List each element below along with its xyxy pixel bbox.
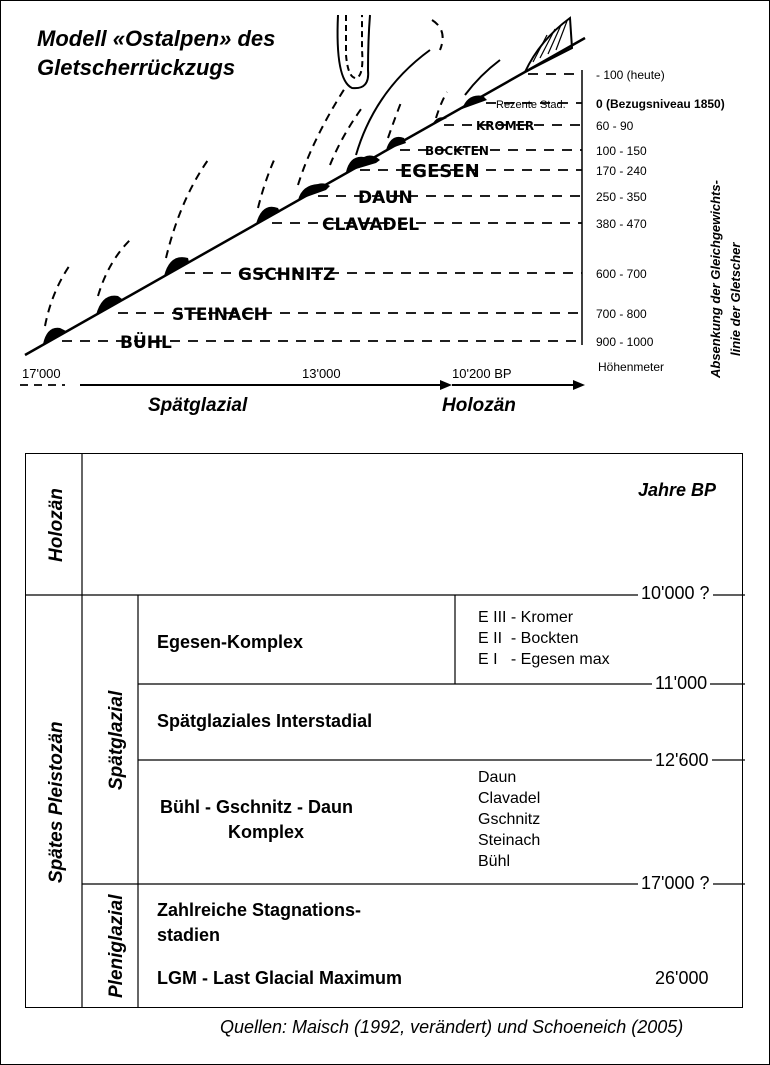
row-stagnation-line-1: Zahlreiche Stagnations- <box>157 900 362 920</box>
year-11000: 11'000 <box>652 673 710 694</box>
buhl-sub-item: Steinach <box>478 832 541 849</box>
axis-title-line-1: Absenkung der Gleichgewichts- <box>708 180 723 378</box>
row-interstadial: Spätglaziales Interstadial <box>157 711 373 731</box>
row-egesen-komplex: Egesen-Komplex <box>157 632 304 652</box>
stage-label-gschnitz: GSCHNITZ <box>238 265 336 285</box>
year-17000: 17'000 ? <box>638 873 713 894</box>
altitude-value-bockten: 100 - 150 <box>596 144 647 158</box>
year-10000: 10'000 ? <box>638 583 713 604</box>
label-spatglazial: Spätglazial <box>106 690 127 790</box>
buhl-sub-item: Bühl <box>478 853 511 870</box>
stage-label-bockten: BOCKTEN <box>425 144 489 158</box>
source-citation: Quellen: Maisch (1992, verändert) und Schoeneich (2005) <box>220 1017 684 1037</box>
buhl-sub-item: Clavadel <box>478 790 541 807</box>
altitude-value-kromer: 60 - 90 <box>596 119 634 133</box>
label-pleniglazial: Pleniglazial <box>106 894 127 998</box>
years-header: Jahre BP <box>638 480 717 500</box>
buhl-substages <box>478 767 540 872</box>
year-12600: 12'600 <box>652 750 712 771</box>
row-buhl-line-1: Bühl - Gschnitz - Daun <box>160 797 353 817</box>
altitude-value-gschnitz: 600 - 700 <box>596 267 647 281</box>
altitude-value-buhl: 900 - 1000 <box>596 335 654 349</box>
time-label-17000: 17'000 <box>22 366 61 381</box>
title-line-2: Gletscherrückzugs <box>37 55 236 80</box>
stage-label-rezent: Rezente Stad. <box>496 99 566 111</box>
year-26000: 26'000 <box>652 968 712 989</box>
label-holozan: Holozän <box>46 488 67 562</box>
stage-label-kromer: KROMER <box>476 119 535 133</box>
altitude-value-steinach: 700 - 800 <box>596 307 647 321</box>
axis-title-line-2: linie der Gletscher <box>728 242 743 356</box>
stage-label-egesen: EGESEN <box>400 161 480 182</box>
altitude-value-heute: - 100 (heute) <box>596 68 665 82</box>
altitude-value-clavadel: 380 - 470 <box>596 217 647 231</box>
egesen-sub-item: E III - Kromer <box>478 609 574 626</box>
row-buhl-line-2: Komplex <box>228 822 305 842</box>
time-label-10200: 10'200 BP <box>452 366 512 381</box>
egesen-substages <box>478 607 610 670</box>
title-line-1: Modell «Ostalpen» des <box>37 26 276 51</box>
unit-label: Höhenmeter <box>598 360 665 374</box>
period-label-spatglazial: Spätglazial <box>148 395 248 416</box>
egesen-sub-item: E I - Egesen max <box>478 651 610 668</box>
time-label-13000: 13'000 <box>302 366 341 381</box>
altitude-value-rezent: 0 (Bezugsniveau 1850) <box>596 97 725 111</box>
egesen-sub-item: E II - Bockten <box>478 630 579 647</box>
row-lgm: LGM - Last Glacial Maximum <box>157 968 403 988</box>
label-spates-pleistozan: Spätes Pleistozän <box>46 721 67 883</box>
altitude-value-egesen: 170 - 240 <box>596 164 647 178</box>
stage-label-clavadel: CLAVADEL <box>322 215 420 235</box>
stage-label-daun: DAUN <box>358 188 413 208</box>
buhl-sub-item: Gschnitz <box>478 811 541 828</box>
buhl-sub-item: Daun <box>478 769 517 786</box>
stage-label-buhl: BÜHL <box>120 333 172 353</box>
altitude-value-daun: 250 - 350 <box>596 190 647 204</box>
stage-label-steinach: STEINACH <box>172 305 268 325</box>
row-stagnation-line-2: stadien <box>157 925 221 945</box>
period-label-holozan: Holozän <box>442 395 516 416</box>
